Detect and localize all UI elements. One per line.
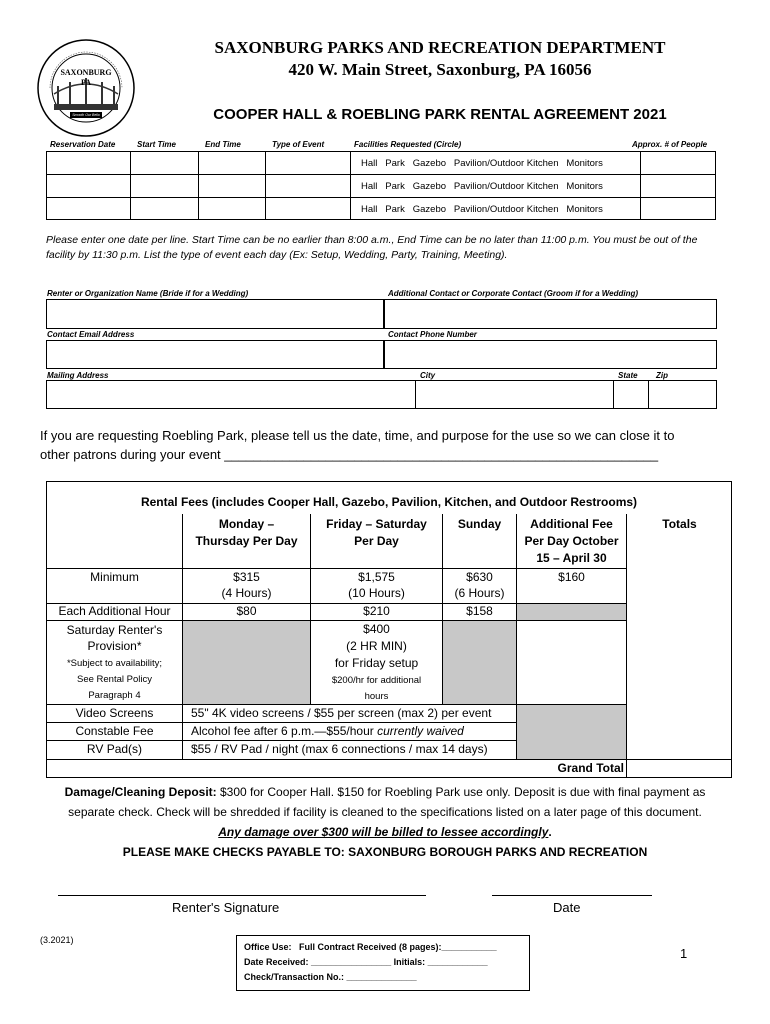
- gray-cell: [183, 621, 310, 704]
- page-number: 1: [680, 946, 688, 961]
- saturday-for: for Friday setup: [334, 656, 419, 670]
- row-constable-fee: Constable Fee: [75, 724, 154, 738]
- facilities-options[interactable]: Hall Park Gazebo Pavilion/Outdoor Kitchen Monitors: [361, 181, 603, 192]
- saturday-min: (2 HR MIN): [346, 639, 407, 653]
- roebling-request-line[interactable]: other patrons during your event ____________________________________________________________: [40, 447, 659, 462]
- constable-waived: currently waived: [377, 724, 464, 738]
- min-additional-fee: $160: [558, 570, 585, 584]
- mailing-address-label: Mailing Address: [47, 371, 109, 380]
- deposit-label: Damage/Cleaning Deposit:: [64, 785, 217, 799]
- version-code: (3.2021): [40, 935, 74, 945]
- row-saturday-provision: Saturday Renter's: [66, 623, 163, 637]
- renter-signature-label: Renter's Signature: [172, 900, 280, 915]
- saturday-note-2: See Rental Policy: [77, 674, 152, 685]
- renter-signature-line[interactable]: [58, 895, 426, 896]
- office-use-line-2: Date Received: ________________ Initials: ____________: [244, 957, 488, 967]
- deposit-line-1: $300 for Cooper Hall. $150 for Roebling Park use only. Deposit is due with final payment as: [216, 785, 706, 799]
- email-label: Contact Email Address: [47, 330, 135, 339]
- gray-cell: [517, 604, 626, 620]
- col-totals: Totals: [662, 517, 697, 531]
- zip-field[interactable]: [648, 380, 717, 409]
- row-rv-pads: RV Pad(s): [86, 742, 143, 756]
- deposit-line-2: separate check. Check will be shredded if facility is cleaned to the specifications listed on a later page of this document.: [68, 805, 702, 819]
- hour-mon-price: $80: [236, 604, 257, 618]
- col-approx-people: Approx. # of People: [632, 140, 708, 149]
- row-video-screens: Video Screens: [75, 706, 154, 720]
- col-end-time: End Time: [205, 140, 241, 149]
- constable-fee-text: [191, 723, 464, 740]
- department-address: 420 W. Main Street, Saxonburg, PA 16056: [288, 60, 592, 79]
- constable-fee-amount: Alcohol fee after 6 p.m.—$55/hour: [191, 724, 378, 738]
- saturday-price: $400: [363, 622, 390, 636]
- agreement-title: COOPER HALL & ROEBLING PARK RENTAL AGREEMENT 2021: [213, 106, 667, 123]
- additional-contact-field[interactable]: [384, 299, 717, 329]
- state-field[interactable]: [613, 380, 649, 409]
- email-field[interactable]: [46, 340, 384, 369]
- date-signature-line[interactable]: [492, 895, 652, 896]
- renter-name-field[interactable]: [46, 299, 384, 329]
- checks-payable: PLEASE MAKE CHECKS PAYABLE TO: SAXONBURG BOROUGH PARKS AND RECREATION: [122, 845, 648, 859]
- roebling-request-text: If you are requesting Roebling Park, please tell us the date, time, and purpose for the use so we can close it to: [40, 428, 675, 443]
- city-field[interactable]: [415, 380, 614, 409]
- office-use-line-3: Check/Transaction No.: ______________: [244, 972, 417, 982]
- department-title: SAXONBURG PARKS AND RECREATION DEPARTMENT: [214, 38, 666, 57]
- col-start-time: Start Time: [137, 140, 176, 149]
- row-saturday-provision-2: Provision*: [87, 639, 142, 653]
- facilities-options[interactable]: Hall Park Gazebo Pavilion/Outdoor Kitchen Monitors: [361, 158, 603, 169]
- phone-field[interactable]: [384, 340, 717, 369]
- gray-cell: [443, 621, 516, 704]
- rv-pads-text: $55 / RV Pad / night (max 6 connections / max 14 days): [191, 742, 488, 756]
- min-sun-hours: (6 Hours): [454, 586, 505, 600]
- logo-state: PA: [80, 78, 92, 87]
- renter-name-label: Renter or Organization Name (Bride if for a Wedding): [47, 289, 249, 298]
- col-reservation-date: Reservation Date: [50, 140, 116, 149]
- city-label: City: [420, 371, 436, 380]
- min-mon-price: $315: [233, 570, 260, 584]
- reservation-note: Please enter one date per line. Start Time can be no earlier than 8:00 a.m., End Time can be no later than 11:00 p.m. You must be out of the facility by 11:30 p.m. List the type of event each day (Ex: Setup, Wedding, Party, Training, Meeting).: [46, 234, 698, 261]
- state-label: State: [618, 371, 638, 380]
- office-use-line-1: Office Use: Full Contract Received (8 pages):___________: [244, 942, 497, 952]
- min-sun-price: $630: [466, 570, 493, 584]
- hour-fri-price: $210: [363, 604, 390, 618]
- zip-label: Zip: [656, 371, 668, 380]
- min-fri-hours: (10 Hours): [348, 586, 405, 600]
- col-sunday: Sunday: [457, 517, 502, 531]
- additional-contact-label: Additional Contact or Corporate Contact (Groom if for a Wedding): [388, 289, 639, 298]
- logo-ring-text: [36, 38, 37, 39]
- min-mon-hours: (4 Hours): [221, 586, 272, 600]
- saturday-hourly-2: hours: [364, 691, 389, 702]
- saturday-note-1: *Subject to availability;: [66, 658, 163, 669]
- hour-sun-price: $158: [466, 604, 493, 618]
- col-type-of-event: Type of Event: [272, 140, 325, 149]
- row-each-additional-hour: Each Additional Hour: [58, 604, 171, 618]
- col-additional-fee: Additional Fee Per Day October 15 – April 30: [524, 517, 619, 565]
- logo-motto: Smooth Our Bello: [72, 113, 100, 117]
- gray-cell: [517, 705, 626, 759]
- borough-seal-logo: [36, 38, 136, 138]
- date-label: Date: [553, 900, 581, 915]
- grand-total-label: Grand Total: [557, 761, 624, 775]
- saturday-note-3: Paragraph 4: [88, 690, 141, 701]
- mailing-address-field[interactable]: [46, 380, 416, 409]
- saturday-hourly-1: $200/hr for additional: [331, 675, 422, 686]
- fees-title: Rental Fees (includes Cooper Hall, Gazebo, Pavilion, Kitchen, and Outdoor Restrooms): [140, 495, 638, 509]
- col-mon-thu: Monday – Thursday Per Day: [195, 517, 298, 548]
- row-minimum: Minimum: [90, 570, 139, 584]
- col-facilities: Facilities Requested (Circle): [354, 140, 462, 149]
- min-fri-price: $1,575: [358, 570, 395, 584]
- deposit-text: Damage/Cleaning Deposit: $300 for Cooper Hall. $150 for Roebling Park use only. Deposit is due with final payment as separate check. Check will be shredded if facility is cleaned to the specifications listed on a later page of this document. Any damage over $300 will be billed to lessee accordingly. PLEASE MAKE CHECKS PAYABLE TO: SAXONBURG BOROUGH PARKS AND RECREATION: [64, 785, 706, 859]
- facilities-options[interactable]: Hall Park Gazebo Pavilion/Outdoor Kitchen Monitors: [361, 204, 603, 215]
- damage-warning: Any damage over $300 will be billed to lessee accordingly: [218, 825, 549, 839]
- col-fri-sat: Friday – Saturday Per Day: [326, 517, 427, 548]
- logo-town: SAXONBURG: [60, 68, 112, 77]
- phone-label: Contact Phone Number: [388, 330, 477, 339]
- video-screens-text: 55" 4K video screens / $55 per screen (max 2) per event: [191, 706, 492, 720]
